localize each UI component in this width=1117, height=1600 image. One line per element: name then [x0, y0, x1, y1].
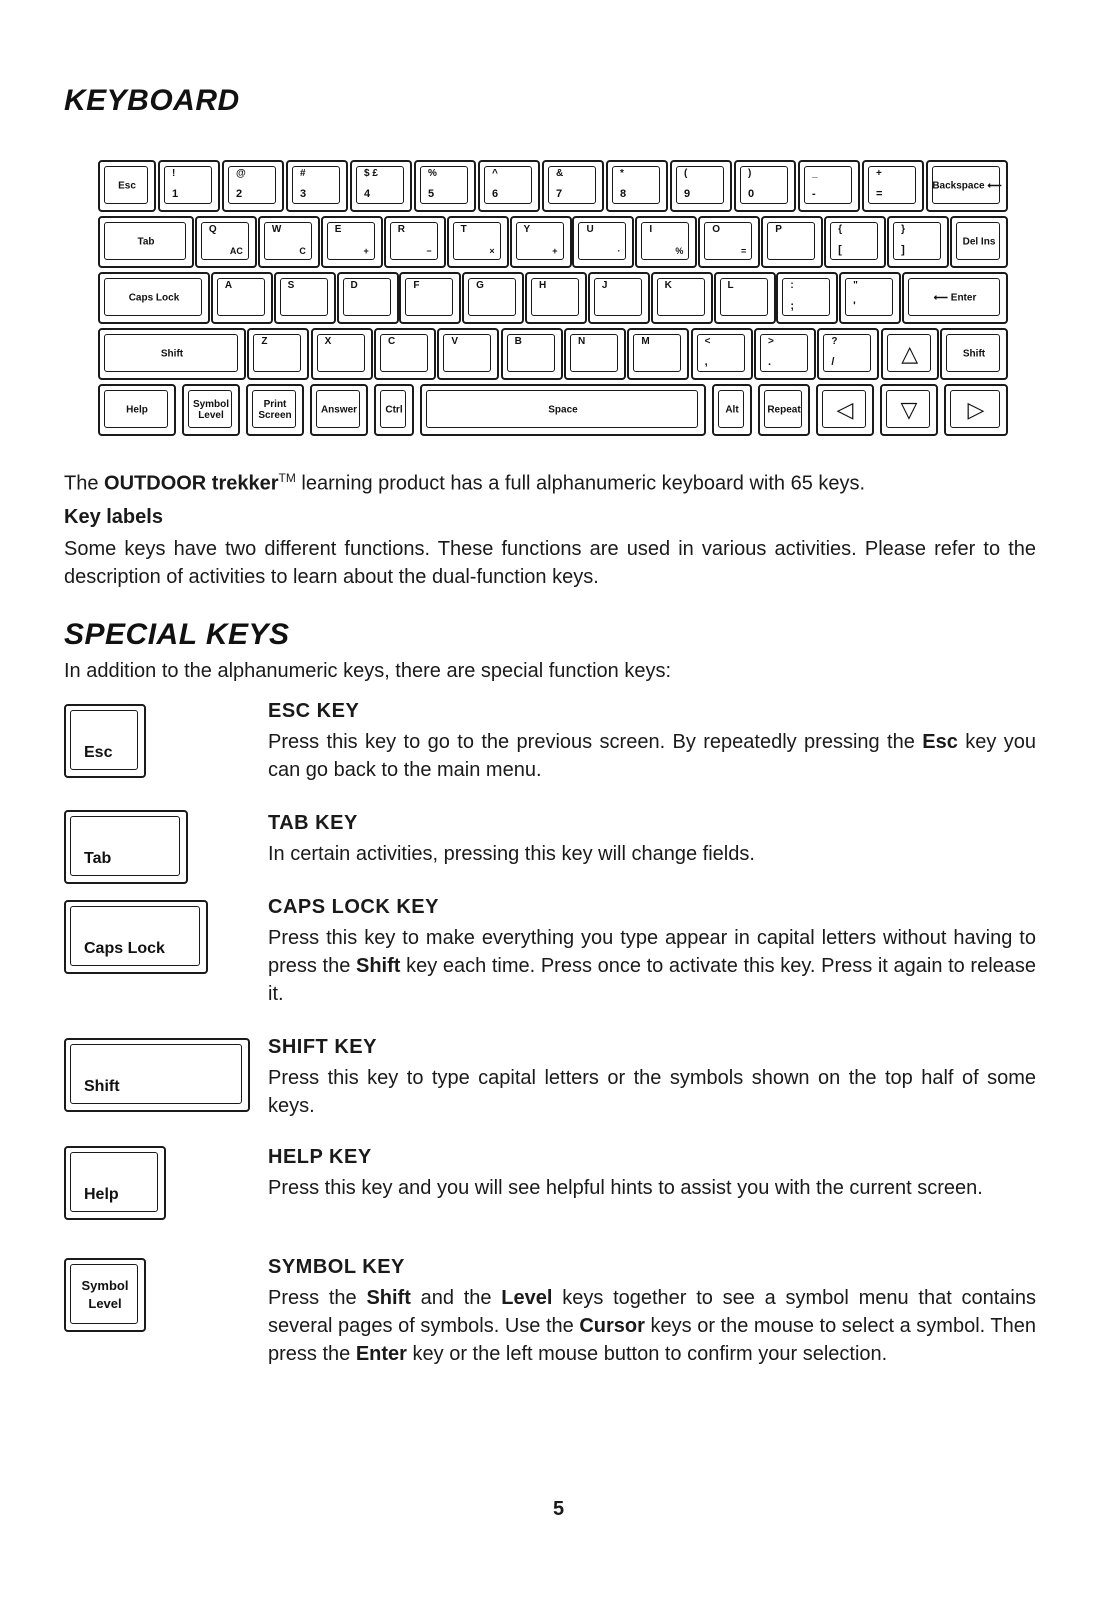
tab-key-icon	[64, 810, 188, 884]
keyboard-heading: KEYBOARD	[64, 84, 240, 117]
key-label: Ctrl	[385, 404, 403, 416]
key-bottom-label: =	[876, 188, 883, 200]
arrow-icon: ▽	[900, 397, 918, 422]
keyboard-key-m	[627, 328, 689, 380]
keyboard-key-y	[510, 216, 572, 268]
key-top-label: L	[727, 280, 734, 291]
help-key-description: Press this key and you will see helpful hints to assist you with the current screen.	[268, 1177, 983, 1199]
keyboard-key-w	[258, 216, 320, 268]
keyboard-key-symbol	[606, 160, 668, 212]
keyboard-key-ctrl	[374, 384, 414, 436]
keyboard-key-symbol-level	[182, 384, 240, 436]
keyboard-key-symbol	[542, 160, 604, 212]
keyboard-key-symbol	[776, 272, 838, 324]
symbol-key-icon	[64, 1258, 146, 1332]
key-bottom-label: 9	[684, 188, 691, 200]
key-top-label: <	[704, 336, 711, 347]
key-bottom-label: 7	[556, 188, 563, 200]
key-top-label: )	[748, 168, 752, 179]
key-labels-heading: Key labels	[64, 506, 163, 528]
keyboard-key-caps-lock	[98, 272, 210, 324]
key-top-label: S	[287, 280, 295, 291]
caps-desc-part: key each time. Press once to activate this key. Press it again to release it.	[268, 955, 1037, 1005]
keyboard-key-symbol	[839, 272, 901, 324]
key-top-label: Q	[208, 224, 217, 235]
keyboard-key-symbol	[862, 160, 924, 212]
key-top-label: T	[460, 224, 467, 235]
key-top-label: (	[684, 168, 688, 179]
esc-key-description	[268, 728, 1036, 784]
key-label: Backspace ⟵	[932, 180, 1002, 192]
caps-desc-part: Press this key to make everything you type appear in capital letters without having to press the	[268, 927, 1036, 977]
key-top-label: F	[413, 280, 420, 291]
keyboard-key-symbol	[286, 160, 348, 212]
key-label: ⟵ Enter	[933, 292, 977, 304]
keyboard-key-symbol	[887, 216, 949, 268]
key-secondary-label: −	[426, 246, 432, 256]
tab-key-description: In certain activities, pressing this key will change fields.	[268, 843, 755, 865]
key-secondary-label: ·	[617, 246, 621, 256]
key-top-label: X	[324, 336, 332, 347]
keyboard-key-s	[274, 272, 336, 324]
key-top-label: #	[300, 168, 306, 179]
caps-lock-key-illustration	[64, 900, 208, 974]
key-top-label: +	[876, 168, 882, 179]
keyboard-key-symbol	[824, 216, 886, 268]
key-bottom-label: 8	[620, 188, 627, 200]
symbol-desc-part: and the	[410, 1287, 502, 1309]
keyboard-key-p	[761, 216, 823, 268]
key-top-label: M	[641, 336, 650, 347]
shift-key-icon	[64, 1038, 250, 1112]
symbol-desc-part: keys together to see a symbol menu that contains several pages of symbols. Use the	[268, 1287, 1036, 1337]
key-label: Alt	[725, 404, 739, 416]
key-secondary-label: +	[552, 246, 558, 256]
key-top-label: B	[514, 336, 522, 347]
key-top-label: A	[224, 280, 233, 291]
key-bottom-label: -	[812, 188, 816, 200]
keyboard-key-tab	[98, 216, 194, 268]
keyboard-key-repeat	[758, 384, 810, 436]
keyboard-diagram	[98, 160, 1008, 450]
key-label: Help	[126, 404, 148, 416]
symbol-key-icon-top: Symbol	[81, 1278, 129, 1293]
key-top-label: U	[586, 224, 594, 235]
keyboard-key-l	[714, 272, 776, 324]
key-top-label: !	[172, 168, 176, 179]
keyboard-key-z	[247, 328, 309, 380]
caps-lock-key-icon	[64, 900, 208, 974]
symbol-desc-bold: Level	[501, 1287, 553, 1309]
special-keys-intro: In addition to the alphanumeric keys, there are special function keys:	[64, 660, 672, 682]
key-top-label: J	[601, 280, 608, 291]
esc-desc-part: Press this key to go to the previous screen. By repeatedly pressing the	[268, 731, 923, 753]
key-top-label: C	[388, 336, 396, 347]
key-top-label: }	[901, 224, 905, 235]
key-label: Caps Lock	[128, 292, 180, 304]
keyboard-key-v	[437, 328, 499, 380]
symbol-key-description	[268, 1284, 1036, 1368]
tab-key-illustration	[64, 810, 188, 884]
keyboard-key-symbol	[158, 160, 220, 212]
key-bottom-label: ,	[704, 356, 708, 368]
keyboard-key-symbol	[881, 328, 939, 380]
key-bottom-label: [	[838, 244, 842, 256]
help-key-icon-label: Help	[84, 1186, 119, 1203]
help-key-title: HELP KEY	[268, 1146, 372, 1168]
keyboard-key-backspace	[926, 160, 1008, 212]
arrow-icon: ▷	[967, 397, 985, 422]
keyboard-key-e	[321, 216, 383, 268]
keyboard-key-answer	[310, 384, 368, 436]
key-label: Shift	[160, 348, 184, 360]
symbol-desc-part: Press the	[268, 1287, 367, 1309]
keyboard-key-space	[420, 384, 706, 436]
keyboard-key-c	[374, 328, 436, 380]
intro-trademark: TM	[278, 471, 296, 485]
shift-key-title: SHIFT KEY	[268, 1036, 377, 1058]
keyboard-key-t	[447, 216, 509, 268]
keyboard-key-j	[588, 272, 650, 324]
key-top-label: _	[812, 168, 818, 179]
keyboard-key-u	[572, 216, 634, 268]
keyboard-key-symbol	[754, 328, 816, 380]
symbol-desc-part: keys or the mouse to select a symbol. Then press the	[268, 1315, 1036, 1365]
keyboard-key-symbol	[816, 384, 874, 436]
key-label: Symbol Level	[192, 399, 230, 421]
keyboard-key-symbol	[350, 160, 412, 212]
key-bottom-label: 4	[364, 188, 371, 200]
keyboard-key-shift	[940, 328, 1008, 380]
shift-key-illustration	[64, 1038, 250, 1112]
key-top-label: >	[768, 336, 774, 347]
esc-desc-part: key you can go back to the main menu.	[268, 731, 1036, 781]
key-bottom-label: '	[853, 300, 856, 312]
arrow-icon: ◁	[836, 397, 854, 422]
key-top-label: "	[853, 280, 858, 291]
key-secondary-label: +	[363, 246, 369, 256]
intro-paragraph	[64, 464, 1036, 498]
symbol-key-icon-bottom: Level	[88, 1296, 122, 1311]
key-secondary-label: %	[675, 246, 684, 256]
key-bottom-label: 1	[172, 188, 179, 200]
key-bottom-label: /	[831, 356, 835, 368]
key-label: Space	[548, 404, 578, 416]
key-label: Tab	[137, 236, 155, 248]
key-bottom-label: 6	[492, 188, 499, 200]
keyboard-key-esc	[98, 160, 156, 212]
symbol-desc-part: key or the left mouse button to confirm your selection.	[406, 1343, 888, 1365]
special-keys-heading: SPECIAL KEYS	[64, 618, 290, 651]
tab-key-title: TAB KEY	[268, 812, 358, 834]
esc-key-title: ESC KEY	[268, 700, 360, 722]
symbol-key-illustration	[64, 1258, 146, 1332]
shift-key-description: Press this key to type capital letters or the symbols shown on the top half of some keys.	[268, 1067, 1036, 1117]
keyboard-key-g	[462, 272, 524, 324]
key-bottom-label: .	[768, 356, 772, 368]
key-bottom-label: 0	[748, 188, 755, 200]
keyboard-key-q	[195, 216, 257, 268]
caps-lock-key-icon-label: Caps Lock	[84, 940, 165, 957]
keyboard-key-symbol	[478, 160, 540, 212]
key-bottom-label: ;	[790, 300, 794, 312]
key-top-label: %	[428, 168, 437, 179]
key-top-label: {	[838, 224, 843, 235]
keyboard-key-symbol	[734, 160, 796, 212]
help-key-illustration	[64, 1146, 166, 1220]
page-number: 5	[552, 1498, 565, 1520]
keyboard-key-del-ins	[950, 216, 1008, 268]
key-top-label: @	[236, 168, 246, 179]
intro-brand: OUTDOOR trekker	[104, 472, 279, 495]
keyboard-key-symbol	[414, 160, 476, 212]
key-top-label: R	[397, 224, 405, 235]
tab-key-icon-label: Tab	[84, 850, 112, 867]
key-label: Shift	[962, 348, 986, 360]
keyboard-key-d	[337, 272, 399, 324]
keyboard-key-symbol	[691, 328, 753, 380]
key-top-label: E	[334, 224, 342, 235]
key-top-label: :	[790, 280, 794, 291]
key-top-label: I	[649, 224, 653, 235]
key-bottom-label: 2	[236, 188, 243, 200]
symbol-key-icon-label	[66, 1277, 144, 1313]
key-label: Answer	[320, 404, 358, 416]
keyboard-key-n	[564, 328, 626, 380]
key-label: Del Ins	[962, 236, 996, 248]
keyboard-key-symbol	[817, 328, 879, 380]
keyboard-key-symbol	[880, 384, 938, 436]
keyboard-key-f	[399, 272, 461, 324]
key-top-label: P	[775, 224, 782, 235]
key-top-label: N	[578, 336, 586, 347]
key-bottom-label: ]	[901, 244, 905, 256]
help-key-icon	[64, 1146, 166, 1220]
symbol-desc-bold: Enter	[355, 1343, 407, 1365]
keyboard-key-symbol	[944, 384, 1008, 436]
caps-lock-key-description	[268, 924, 1036, 1008]
key-top-label: ^	[492, 168, 498, 179]
shift-key-icon-label: Shift	[84, 1078, 120, 1095]
key-top-label: O	[712, 224, 721, 235]
symbol-desc-bold: Shift	[366, 1287, 411, 1309]
keyboard-key-enter	[902, 272, 1008, 324]
key-label: Print Screen	[258, 399, 292, 421]
esc-key-icon	[64, 704, 146, 778]
caps-desc-bold: Shift	[356, 955, 401, 977]
key-top-label: Z	[261, 336, 268, 347]
keyboard-key-a	[211, 272, 273, 324]
keyboard-key-symbol	[670, 160, 732, 212]
keyboard-key-shift	[98, 328, 246, 380]
key-top-label: W	[271, 224, 282, 235]
key-label: Repeat	[767, 404, 801, 416]
symbol-desc-bold: Cursor	[579, 1315, 645, 1337]
keyboard-key-symbol	[222, 160, 284, 212]
keyboard-key-help	[98, 384, 176, 436]
keyboard-key-k	[651, 272, 713, 324]
esc-key-illustration	[64, 704, 146, 778]
key-labels-text: Some keys have two different functions. These functions are used in various activities. Please refer to the description of activities to learn about the dual-function keys.	[64, 538, 1036, 588]
intro-suffix: learning product has a full alphanumeric keyboard with 65 keys.	[295, 472, 866, 495]
keyboard-key-h	[525, 272, 587, 324]
key-secondary-label: =	[741, 246, 747, 256]
keyboard-key-x	[311, 328, 373, 380]
arrow-icon: △	[901, 341, 919, 366]
key-top-label: V	[451, 336, 458, 347]
key-secondary-label: C	[299, 246, 306, 256]
keyboard-key-symbol	[798, 160, 860, 212]
key-top-label: K	[664, 280, 672, 291]
key-bottom-label: 5	[428, 188, 435, 200]
keyboard-key-alt	[712, 384, 752, 436]
key-top-label: $ £	[364, 168, 378, 179]
keyboard-key-print-screen	[246, 384, 304, 436]
intro-prefix: The	[64, 472, 105, 495]
key-top-label: D	[350, 280, 358, 291]
symbol-key-title: SYMBOL KEY	[268, 1256, 405, 1278]
keyboard-key-r	[384, 216, 446, 268]
esc-key-icon-label: Esc	[84, 744, 113, 761]
key-top-label: G	[476, 280, 484, 291]
key-secondary-label: AC	[229, 246, 243, 256]
key-top-label: H	[539, 280, 547, 291]
key-label: Esc	[118, 180, 136, 192]
esc-desc-bold: Esc	[922, 731, 958, 753]
key-top-label: ?	[831, 336, 838, 347]
keyboard-key-o	[698, 216, 760, 268]
key-top-label: &	[556, 168, 564, 179]
key-top-label: *	[620, 168, 624, 179]
key-bottom-label: 3	[300, 188, 307, 200]
key-top-label: Y	[523, 224, 531, 235]
caps-lock-key-title: CAPS LOCK KEY	[268, 896, 439, 918]
keyboard-key-b	[501, 328, 563, 380]
keyboard-key-i	[635, 216, 697, 268]
key-secondary-label: ×	[489, 246, 495, 256]
